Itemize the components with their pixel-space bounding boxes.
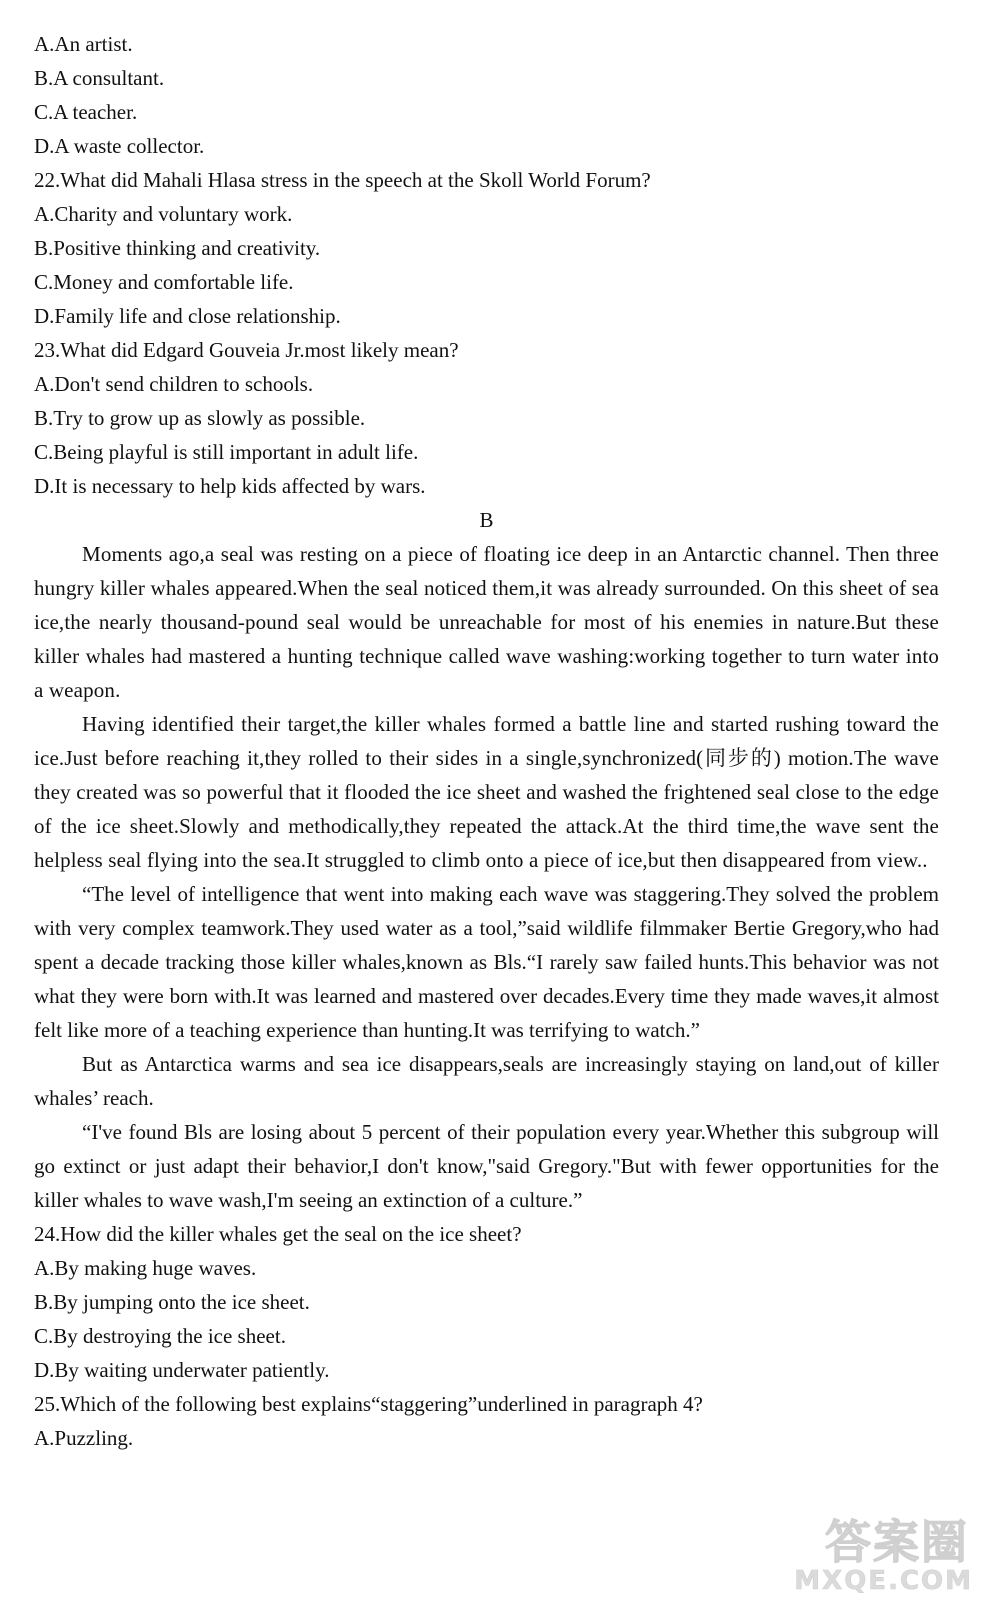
q21-option-c: C.A teacher.: [34, 100, 138, 124]
q24-stem: 24.How did the killer whales get the seal on the ice sheet?: [34, 1222, 522, 1246]
watermark-top-text: 答案圈: [825, 1515, 969, 1569]
q23-option-c: C.Being playful is still important in adult life.: [34, 440, 419, 464]
q21-option-a: A.An artist.: [34, 32, 133, 56]
q25-option-a: A.Puzzling.: [34, 1426, 134, 1450]
watermark-logo: [794, 1506, 977, 1596]
watermark-bottom-text: MXQE.COM: [794, 1566, 973, 1596]
passage-paragraph-4: But as Antarctica warms and sea ice disappears,seals are increasingly staying on land,out of killer whales’ reach.: [34, 1052, 939, 1110]
passage-paragraph-1: Moments ago,a seal was resting on a piece of floating ice deep in an Antarctic channel. Then three hungry killer whales appeared.When the seal noticed them,it was already surrounded. On this sheet of sea ice,the nearly thousand-pound seal would be unreachable for most of his enemies in nature.But these killer whales had mastered a hunting technique called wave washing:working together to turn water into a weapon.: [34, 542, 939, 702]
q23-option-b: B.Try to grow up as slowly as possible.: [34, 406, 366, 430]
section-label: B: [479, 508, 494, 532]
q21-option-d: D.A waste collector.: [34, 134, 205, 158]
passage-paragraph-5: “I've found Bls are losing about 5 percent of their population every year.Whether this subgroup will go extinct or just adapt their behavior,I don't know,"said Gregory."But with fewer opportunities for the killer whales to wave wash,I'm seeing an extinction of a culture.”: [34, 1120, 939, 1212]
q23-option-a: A.Don't send children to schools.: [34, 372, 314, 396]
q23-stem: 23.What did Edgard Gouveia Jr.most likely mean?: [34, 338, 459, 362]
q24-option-a: A.By making huge waves.: [34, 1256, 257, 1280]
exam-page: [34, 27, 939, 1455]
q22-option-c: C.Money and comfortable life.: [34, 270, 294, 294]
passage-paragraph-3: “The level of intelligence that went into making each wave was staggering.They solved the problem with very complex teamwork.They used water as a tool,”said wildlife filmmaker Bertie Gregory,who had spent a decade tracking those killer whales,known as Bls.“I rarely saw failed hunts.This behavior was not what they were born with.It was learned and mastered over decades.Every time they made waves,it almost felt like more of a teaching experience than hunting.It was terrifying to watch.”: [34, 882, 939, 1042]
q25-stem: 25.Which of the following best explains“staggering”underlined in paragraph 4?: [34, 1392, 703, 1416]
passage-paragraph-2: Having identified their target,the killer whales formed a battle line and started rushing toward the ice.Just before reaching it,they rolled to their sides in a single,synchronized(同步的) motion.The wave they created was so powerful that it flooded the ice sheet and washed the frightened seal close to the edge of the ice sheet.Slowly and methodically,they repeated the attack.At the third time,the wave sent the helpless seal flying into the sea.It struggled to climb onto a piece of ice,but then disappeared from view..: [34, 712, 939, 872]
q22-stem: 22.What did Mahali Hlasa stress in the speech at the Skoll World Forum?: [34, 168, 651, 192]
q24-option-b: B.By jumping onto the ice sheet.: [34, 1290, 310, 1314]
q22-option-b: B.Positive thinking and creativity.: [34, 236, 321, 260]
q24-option-c: C.By destroying the ice sheet.: [34, 1324, 286, 1348]
q22-option-a: A.Charity and voluntary work.: [34, 202, 293, 226]
q21-option-b: B.A consultant.: [34, 66, 165, 90]
q22-option-d: D.Family life and close relationship.: [34, 304, 341, 328]
q23-option-d: D.It is necessary to help kids affected by wars.: [34, 474, 426, 498]
q24-option-d: D.By waiting underwater patiently.: [34, 1358, 330, 1382]
